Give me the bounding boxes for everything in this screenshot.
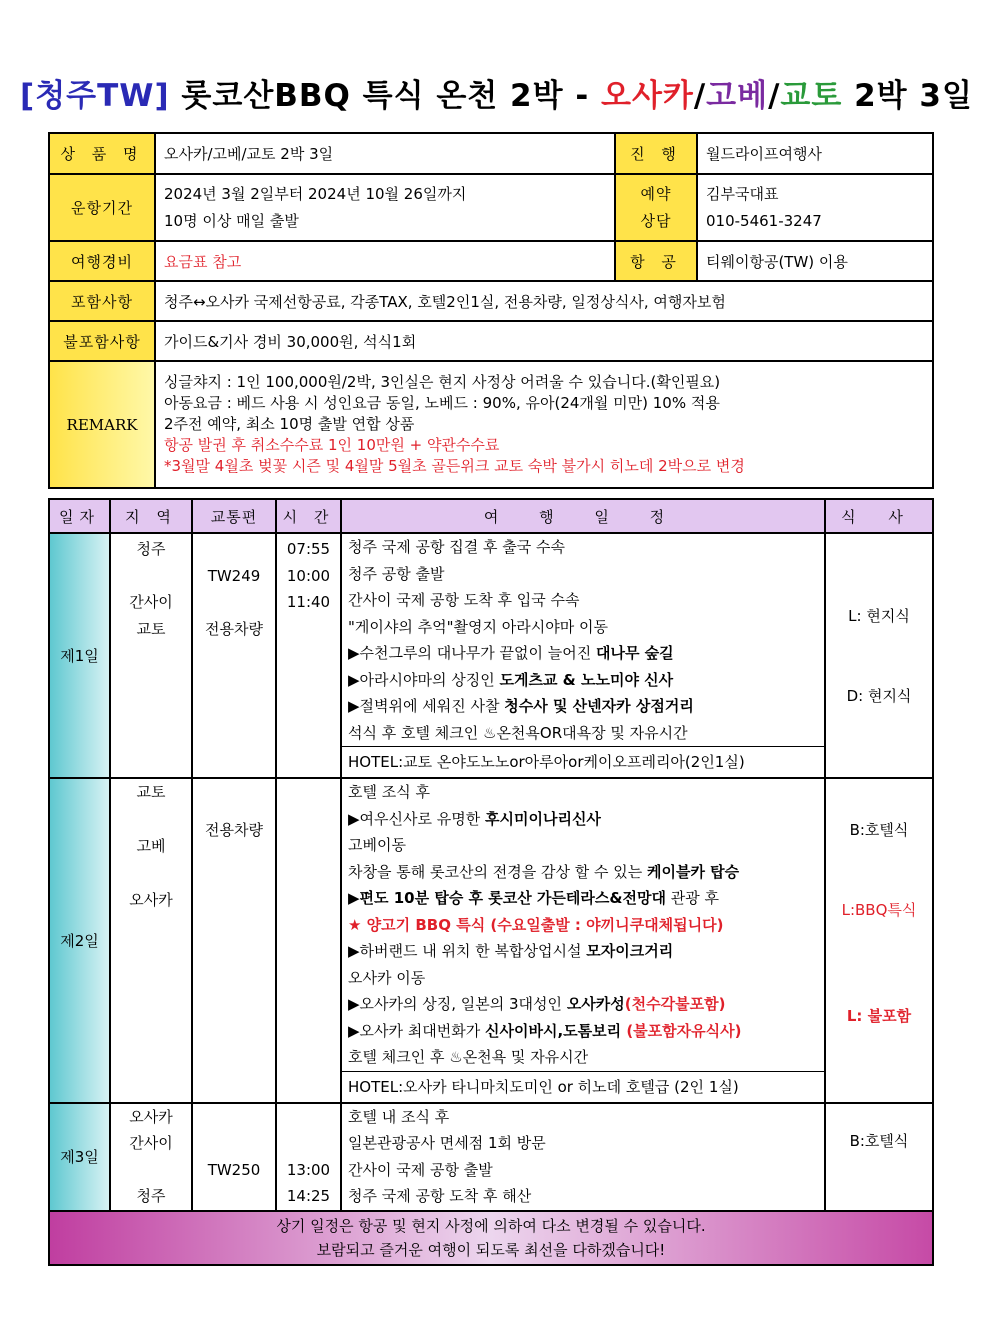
transport	[193, 1130, 275, 1157]
activity: 호텔 체크인 후 ♨온천욕 및 자유시간	[348, 1048, 589, 1066]
time: 14:25	[286, 1187, 331, 1205]
title-suffix: 2박 3일	[842, 78, 973, 114]
header-region: 지 역	[110, 499, 192, 533]
activity-text: ▶오사카의 상징, 일본의 3대성인	[348, 995, 567, 1013]
include-label: 포함사항	[49, 281, 155, 321]
activity-highlight: 도게츠교 & 노노미야 신사	[499, 670, 674, 689]
time: 11:40	[286, 593, 331, 611]
remark-line: 아동요금 : 베드 사용 시 성인요금 동일, 노베드 : 90%, 유아(24개월 미만) 10% 적용	[164, 394, 720, 412]
activity: 청주 국제 공항 도착 후 해산	[348, 1187, 532, 1205]
header-transport: 교통편	[192, 499, 276, 533]
activity	[342, 640, 824, 667]
activity	[342, 806, 824, 833]
time	[277, 1130, 340, 1157]
time: 10:00	[286, 566, 331, 585]
region: 교토	[136, 619, 166, 638]
remark-line: 2주전 예약, 최소 10명 출발 연합 상품	[164, 415, 415, 433]
period-line-2: 10명 이상 매일 출발	[164, 211, 299, 230]
meal-lunch: L: 현지식	[848, 606, 910, 625]
activity-text: ▶여우신사로 유명한	[348, 809, 485, 828]
region	[111, 1157, 191, 1184]
period-label: 운항기간	[49, 174, 155, 241]
title-prefix: [청주TW]	[20, 78, 170, 114]
activity: 일본관광공사 면세점 1회 방문	[348, 1134, 546, 1152]
activity-highlight: 청수사 및 산넨자카 상점거리	[504, 697, 694, 715]
booking-phone: 010-5461-3247	[706, 211, 822, 230]
time	[277, 1104, 340, 1131]
activity: 오사카 이동	[348, 968, 426, 987]
activity	[342, 991, 824, 1018]
footer-line-1: 상기 일정은 항공 및 현지 사정에 의하여 다소 변경될 수 있습니다.	[276, 1216, 706, 1235]
day-3-label: 제3일	[49, 1103, 110, 1211]
activity-text: ▶아라시야마의 상징인	[348, 670, 500, 689]
remark-label: REMARK	[49, 361, 155, 488]
meal-breakfast: B:호텔식	[849, 821, 909, 839]
transport	[193, 1183, 275, 1210]
activity: 간사이 국제 공항 도착 후 입국 수속	[348, 591, 580, 609]
itinerary-table	[48, 498, 934, 1266]
footer-notice	[49, 1211, 933, 1265]
hotel-info: HOTEL:오사카 타니마치도미인 or 히노데 호텔급 (2인 1실)	[342, 1071, 824, 1102]
activity	[342, 859, 824, 886]
hotel-info: HOTEL:교토 온야도노노or아루아or케이오프레리아(2인1실)	[342, 746, 824, 777]
transport	[193, 589, 275, 616]
transport-vehicle: 전용차량	[205, 619, 263, 638]
footer-line-2: 보람되고 즐거운 여행이 되도록 최선을 다하겠습니다!	[316, 1240, 666, 1259]
period-line-1: 2024년 3월 2일부터 2024년 10월 26일까지	[164, 184, 467, 203]
remark-line: 항공 발권 후 취소수수료 1인 10만원 + 약관수수료	[164, 436, 500, 454]
activity: 고베이동	[348, 836, 406, 854]
activity-text: ▶수천그루의 대나무가 끝없이 늘어진	[348, 644, 596, 662]
meal-breakfast: B:호텔식	[849, 1131, 909, 1150]
remark-line: *3월말 4월초 벚꽃 시즌 및 4월말 5월초 골든위크 교토 숙박 불가시 히노데 2박으로 변경	[164, 457, 745, 475]
activity: 청주 국제 공항 집결 후 출국 수속	[348, 538, 565, 556]
activity	[342, 1018, 824, 1045]
activity-note: (불포함자유식사)	[621, 1021, 742, 1040]
title-city-kyoto: 교토	[780, 78, 843, 114]
activity-note: (천수각불포함)	[624, 995, 726, 1013]
cost-label: 여행경비	[49, 241, 155, 281]
title-city-kobe: 고베	[706, 78, 769, 114]
page-title	[0, 70, 993, 115]
activity-text: ▶절벽위에 세워진 사찰	[348, 697, 505, 715]
day-2-label: 제2일	[49, 778, 110, 1103]
activity-highlight: 신사이바시,도톰보리	[485, 1021, 622, 1040]
exclude-value: 가이드&기사 경비 30,000원, 석식1회	[155, 321, 933, 361]
title-main: 롯코산BBQ 특식 온천 2박 -	[181, 78, 601, 114]
airline-value: 티웨이항공(TW) 이용	[697, 241, 933, 281]
activity-text: ▶하버랜드 내 위치 한 복합상업시설	[348, 942, 587, 960]
meal-dinner: D: 현지식	[846, 686, 912, 705]
activity-highlight: 케이블카 탑승	[646, 862, 740, 881]
transport-vehicle: 전용차량	[205, 821, 263, 839]
header-itinerary: 여 행 일 정	[341, 499, 825, 533]
activity-text: 차창을 통해 롯코산의 전경을 감상 할 수 있는	[348, 862, 647, 881]
activity: 청주 공항 출발	[348, 564, 445, 583]
activity-highlight: 오사카성	[566, 995, 625, 1013]
activity-text: ▶오사카 최대번화가	[348, 1021, 485, 1040]
activity-text: 관광 후	[665, 889, 719, 907]
activity: 간사이 국제 공항 출발	[348, 1160, 493, 1179]
time: 07:55	[286, 540, 331, 558]
activity: "게이샤의 추억"촬영지 아라시야마 이동	[348, 617, 608, 636]
activity	[342, 938, 824, 965]
transport-flight: TW249	[207, 566, 261, 585]
time: 13:00	[286, 1160, 331, 1179]
meal-lunch: L:BBQ특식	[841, 901, 917, 919]
activity	[342, 667, 824, 694]
transport	[193, 1104, 275, 1131]
day-1-label: 제1일	[49, 533, 110, 778]
region: 청주	[136, 540, 166, 558]
title-sep: /	[768, 78, 781, 114]
header-day: 일자	[49, 499, 110, 533]
airline-label: 항 공	[615, 241, 697, 281]
activity	[342, 885, 824, 912]
booking-contact-name: 김부국대표	[706, 184, 779, 203]
activity	[342, 693, 824, 720]
include-value: 청주↔오사카 국제선항공료, 각종TAX, 호텔2인1실, 전용차량, 일정상식사, 여행자보험	[155, 281, 933, 321]
title-city-osaka: 오사카	[601, 78, 694, 114]
activity-highlight: 대나무 숲길	[595, 644, 674, 662]
product-value: 오사카/고베/교토 2박 3일	[155, 133, 615, 174]
activity-highlight: 모자이크거리	[586, 942, 674, 960]
activity: 석식 후 호텔 체크인 ♨온천욕OR대욕장 및 자유시간	[348, 723, 688, 742]
region: 교토	[136, 783, 166, 801]
activity: 호텔 조식 후	[348, 783, 430, 801]
region: 고베	[136, 837, 166, 855]
exclude-label: 불포함사항	[49, 321, 155, 361]
header-meal: 식 사	[825, 499, 933, 533]
remark-line: 싱글챠지 : 1인 100,000원/2박, 3인실은 현지 사정상 어려울 수 있습니다.(확인필요)	[164, 373, 721, 391]
header-time: 시 간	[276, 499, 341, 533]
activity: 호텔 내 조식 후	[348, 1107, 450, 1126]
cost-value: 요금표 참고	[155, 241, 615, 281]
transport-flight: TW250	[207, 1160, 261, 1179]
region: 오사카	[129, 1107, 173, 1126]
activity-highlight: 후시미이나리신사	[485, 809, 601, 828]
region: 간사이	[129, 1134, 173, 1152]
region: 간사이	[129, 593, 173, 611]
activity-highlight: ▶편도 10분 탑승 후 롯코산 가든테라스&전망대	[348, 889, 666, 907]
region	[111, 563, 191, 590]
transport	[193, 536, 275, 563]
region: 청주	[136, 1187, 166, 1205]
activity-bbq: ★ 양고기 BBQ 특식 (수요일출발 : 야끼니쿠대체됩니다)	[348, 915, 724, 934]
progress-value: 월드라이프여행사	[697, 133, 933, 174]
booking-label-2: 상담	[640, 211, 672, 230]
meal-dinner: L: 불포함	[846, 1007, 912, 1025]
region: 오사카	[129, 891, 173, 909]
progress-label: 진 행	[615, 133, 697, 174]
product-info-table	[48, 132, 934, 489]
booking-label-1: 예약	[640, 184, 672, 203]
product-label: 상 품 명	[49, 133, 155, 174]
title-sep: /	[693, 78, 707, 114]
